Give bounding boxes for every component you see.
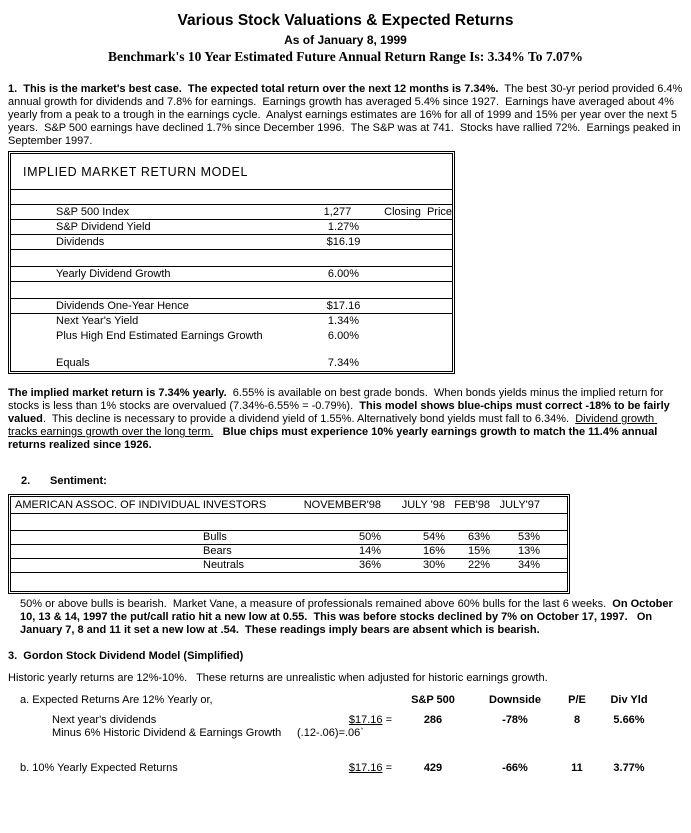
table-row-bears <box>11 545 567 559</box>
column-header-sp500: S&P 500 <box>411 694 455 706</box>
cell-value: 16% <box>422 545 445 557</box>
row-value: 1,277 <box>323 206 352 218</box>
table-row-neutrals <box>11 559 567 573</box>
row-label: Neutrals <box>203 559 244 571</box>
cell-value: 63% <box>467 531 490 543</box>
value-downside: -66% <box>502 762 528 774</box>
value-pe: 11 <box>571 762 583 774</box>
dividend-amount: $17.16 <box>348 762 383 774</box>
formula: (.12-.06)=.06` <box>297 727 364 739</box>
spacer <box>292 694 392 707</box>
value-sp500: 429 <box>423 762 443 774</box>
paragraph-sentiment-analysis <box>20 598 683 637</box>
cell-value: 34% <box>517 559 540 571</box>
row-value: 6.00% <box>327 330 360 342</box>
gordon-row-a-line1 <box>20 714 691 727</box>
table-row-equals <box>11 356 452 371</box>
line-label: Minus 6% Historic Dividend & Earnings Growth <box>52 727 282 739</box>
row-value: 6.00% <box>327 268 360 280</box>
model-table-empty-row <box>11 344 452 356</box>
column-header: JULY '98 <box>401 499 445 511</box>
column-header: FEB'98 <box>454 499 490 511</box>
row-label: Dividends One-Year Hence <box>56 300 189 312</box>
row-label: Yearly Dividend Growth <box>56 268 171 280</box>
benchmark-line: Benchmark's 10 Year Estimated Future Annual Return Range Is: 3.34% To 7.07% <box>108 49 583 64</box>
paragraph-market-best-case <box>8 83 686 148</box>
table-row-dividends <box>11 235 452 250</box>
cell-value: 54% <box>422 531 445 543</box>
sentiment-empty-row <box>11 573 567 591</box>
model-table-empty-row <box>11 190 452 205</box>
cell-value: 53% <box>517 531 540 543</box>
paragraph-1-body: The best 30-yr period provided 6.4% annual growth for dividends and 7.8% for earnings. Earnings growth has averaged 5.4% since 1927. Earnings have averaged about 4% yearly from a peak to a trough in the earnings cycle. Analyst earnings estimates are 16% for all of 1999 and 15% per year over the next 5 years. S&P 500 earnings have declined 1.7% since December 1996. The S&P was at 741. Stocks have rallied 72%. Earnings peaked in September 1997. <box>8 83 686 147</box>
cell-value: 30% <box>422 559 445 571</box>
row-value: $16.19 <box>326 236 361 248</box>
analysis-underlined: Dividend growth tracks earnings growth over the long term. <box>8 413 658 438</box>
gordon-row-a-line2 <box>20 727 691 740</box>
analysis-text: 6.55% is available on best grade bonds. When bonds yields minus the implied return for stocks is less than 1% stocks are overvalued (7.34%-6.55% = -0.79%). <box>8 387 667 412</box>
value-sp500: 286 <box>423 714 443 726</box>
model-table-empty-row <box>11 282 452 299</box>
row-label: Equals <box>56 357 90 369</box>
row-value: 1.34% <box>327 315 360 327</box>
row-label: S&P 500 Index <box>56 206 130 218</box>
date-line: As of January 8, 1999 <box>284 33 407 47</box>
section-2-label: Sentiment: <box>50 475 107 487</box>
line-label: Next year's dividends <box>52 714 157 726</box>
row-label: S&P Dividend Yield <box>56 221 151 233</box>
dividend-amount: $17.16 <box>348 714 383 726</box>
gordon-row-b <box>20 762 691 775</box>
table-row-dividend-yield <box>11 220 452 235</box>
analysis-tail: Blue chips must experience 10% yearly earnings growth to match the 11.4% annual returns realized since 1926. <box>8 426 661 451</box>
section-3-heading: 3. Gordon Stock Dividend Model (Simplified) <box>8 650 244 662</box>
sentiment-bold-text: On October 10, 13 & 14, 1997 the put/call ratio hit a new low at 0.55. This was before stocks declined by 7% on October 17, 1997. On January 7, 8 and 11 it set a new low at .54. These readings imply bears are absent which is bearish. <box>20 598 676 636</box>
gordon-header-row <box>20 694 691 707</box>
row-b-label: b. 10% Yearly Expected Returns <box>20 762 178 774</box>
row-note: Closing Price <box>384 206 452 218</box>
table-row-bulls <box>11 531 567 545</box>
column-header: NOVEMBER'98 <box>303 499 381 511</box>
value-divyld: 3.77% <box>613 762 645 774</box>
row-label: Plus High End Estimated Earnings Growth <box>56 330 263 342</box>
analysis-lead: The implied market return is 7.34% yearly. <box>8 387 227 399</box>
table-row-dividends-hence <box>11 299 452 314</box>
implied-market-return-model-table <box>8 151 455 374</box>
cell-value: 14% <box>358 545 381 557</box>
sentiment-text: 50% or above bulls is bearish. Market Vane, a measure of professionals remained above 60% bulls for the last 6 weeks. <box>20 598 613 610</box>
org-label: AMERICAN ASSOC. OF INDIVIDUAL INVESTORS <box>15 499 267 511</box>
cell-value: 50% <box>358 531 381 543</box>
page-title: Various Stock Valuations & Expected Returns <box>177 12 514 29</box>
column-header-pe: P/E <box>568 694 586 706</box>
equals-sign: = <box>382 714 392 726</box>
cell-value: 22% <box>467 559 490 571</box>
cell-value: 15% <box>467 545 490 557</box>
column-header: JULY'97 <box>499 499 540 511</box>
analysis-text: . This decline is necessary to provide a dividend yield of 1.55%. Alternatively bond yields must fall to 6.34%. <box>42 413 576 425</box>
sentiment-table-header <box>11 497 567 514</box>
value-divyld: 5.66% <box>613 714 645 726</box>
table-row-sp500-index <box>11 205 452 220</box>
row-label: Next Year's Yield <box>56 315 139 327</box>
model-table-title: IMPLIED MARKET RETURN MODEL <box>11 154 452 190</box>
sentiment-table <box>8 494 570 594</box>
cell-value: 13% <box>517 545 540 557</box>
row-label: Dividends <box>56 236 105 248</box>
row-value: 1.27% <box>327 221 360 233</box>
analysis-bluechips: This model shows blue-chips must correct -18% to be fairly valued <box>8 400 673 425</box>
table-row-next-year-yield <box>11 314 452 329</box>
paragraph-implied-return-analysis <box>8 387 683 452</box>
row-value: $17.16 <box>326 300 361 312</box>
row-label: Bears <box>203 545 232 557</box>
row-value: 7.34% <box>327 357 360 369</box>
row-label: Bulls <box>203 531 227 543</box>
column-header-divyld: Div Yld <box>610 694 648 706</box>
section-2-heading <box>21 475 691 487</box>
paragraph-historic-returns: Historic yearly returns are 12%-10%. These returns are unrealistic when adjusted for historic earnings growth. <box>8 672 548 684</box>
section-2-number: 2. <box>21 475 31 487</box>
value-downside: -78% <box>502 714 528 726</box>
column-header-downside: Downside <box>489 694 541 706</box>
row-a-label: a. Expected Returns Are 12% Yearly or, <box>20 694 213 706</box>
table-row-dividend-growth <box>11 267 452 282</box>
sentiment-empty-row <box>11 514 567 531</box>
cell-value: 36% <box>358 559 381 571</box>
table-row-plus-earnings-growth <box>11 329 452 344</box>
equals-sign: = <box>382 762 392 774</box>
value-pe: 8 <box>573 714 581 726</box>
paragraph-1-lead: 1. This is the market's best case. The expected total return over the next 12 months is 7.34%. <box>8 83 499 95</box>
model-table-empty-row <box>11 250 452 267</box>
